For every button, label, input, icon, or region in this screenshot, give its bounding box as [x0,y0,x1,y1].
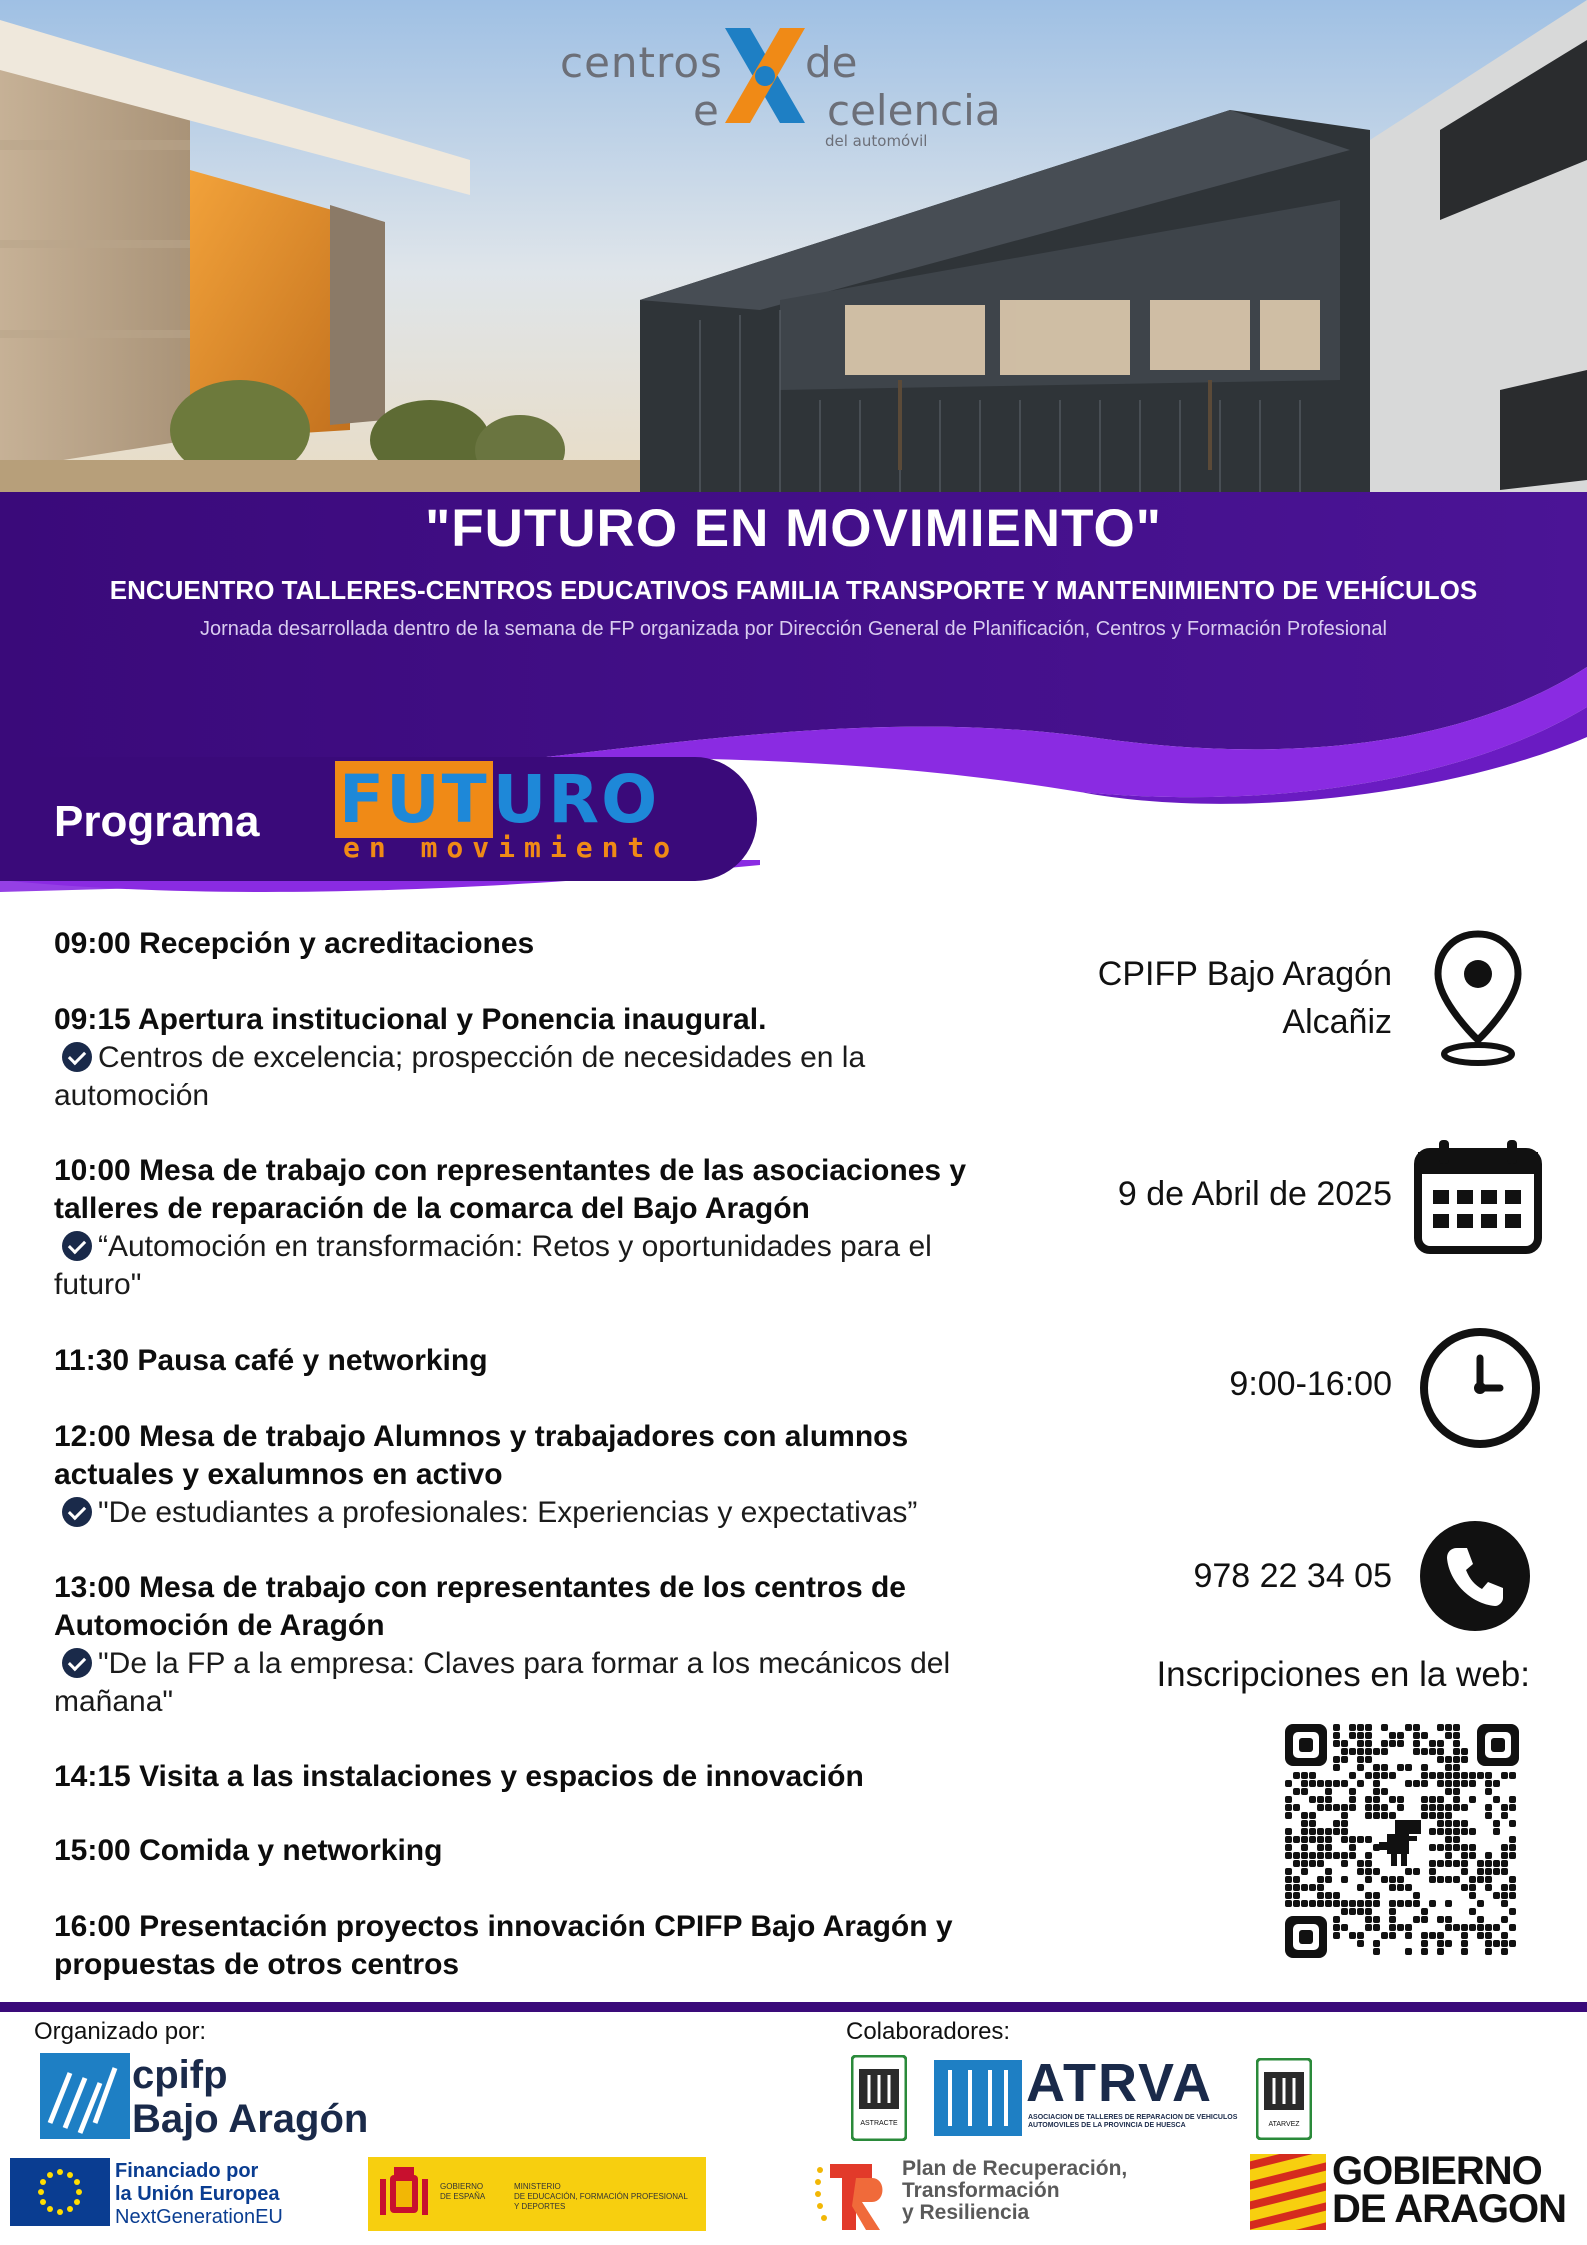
schedule-item-title: 11:30 Pausa café y networking [54,1344,488,1377]
ministerio-line1: MINISTERIO [514,2182,561,2191]
check-circle-icon [62,1042,92,1072]
schedule-item-title: 09:15 Apertura institucional y Ponencia inaugural. [54,1003,767,1036]
cpifp-name: cpifp [132,2053,228,2097]
check-circle-icon [62,1648,92,1678]
prtr-line1: Plan de Recuperación, [902,2157,1128,2180]
ministerio-line3: Y DEPORTES [514,2202,566,2211]
futuro-logo-part-b: URO [492,761,660,838]
gob-aragon-line1: GOBIERNO [1332,2149,1542,2193]
event-time: 9:00-16:00 [1229,1365,1392,1403]
location-name: CPIFP Bajo Aragón [1097,955,1392,993]
schedule-item-detail: “Automoción en transformación: Retos y oportunidades para el futuro" [54,1230,932,1301]
eu-line2: la Unión Europea [115,2183,280,2205]
astracte-logo-icon [851,2055,907,2141]
schedule-item-title: 13:00 Mesa de trabajo con representantes de los centros de Automoción de Aragón [54,1571,906,1642]
schedule-item [54,1418,1014,1532]
gobierno-aragon-text [1332,2149,1566,2231]
gobierno-espana-logo [368,2157,706,2231]
x-logo-icon [720,28,810,123]
cpifp-logo-icon [40,2053,130,2139]
schedule-item-detail: Centros de excelencia; prospección de necesidades en la automoción [54,1041,866,1112]
hero-photo [0,0,1587,495]
registration-web-label: Inscripciones en la web: [1156,1655,1530,1694]
atarvez-logo-icon [1256,2058,1312,2140]
schedule-item [54,1908,1014,1984]
gob-esp-line1: GOBIERNO [440,2182,484,2191]
aragon-flag-icon [1250,2154,1326,2230]
clock-icon [1418,1326,1542,1450]
atrva-subtitle: ASOCIACION DE TALLERES DE REPARACION DE VEHICULOS AUTOMOVILES DE LA PROVINCIA DE HUESCA [1028,2114,1238,2129]
schedule-item-title: 10:00 Mesa de trabajo con representantes de las asociaciones y talleres de reparación de la comarca del Bajo Aragón [54,1154,967,1225]
schedule-item-title: 16:00 Presentación proyectos innovación CPIFP Bajo Aragón y propuestas de otros centros [54,1910,953,1981]
schedule-item [54,1758,1014,1796]
cpifp-location: Bajo Aragón [132,2097,369,2141]
event-subtitle: ENCUENTRO TALLERES-CENTROS EDUCATIVOS FAMILIA TRANSPORTE Y MANTENIMIENTO DE VEHÍCULOS [109,575,1478,605]
check-circle-icon [62,1231,92,1261]
atrva-name: ATRVA [1026,2053,1214,2113]
main-title: "FUTURO EN MOVIMIENTO" [425,499,1162,558]
schedule-item-title: 09:00 Recepción y acreditaciones [54,927,535,960]
footer-divider [0,2002,1587,2012]
logo-word-centros: centros [560,38,723,87]
colaboradores-label: Colaboradores: [846,2018,1011,2045]
gobierno-espana-text [440,2182,485,2202]
logo-word-de: de [805,38,858,87]
organizado-label: Organizado por: [34,2018,207,2045]
location-text [1098,950,1392,1046]
schedule-item [54,925,1014,963]
gob-esp-line2: DE ESPAÑA [440,2192,486,2201]
schedule-item [54,1832,1014,1870]
qr-code[interactable] [1283,1722,1521,1960]
phone-icon [1419,1520,1531,1632]
schedule-item-title: 14:15 Visita a las instalaciones y espacios de innovación [54,1760,864,1793]
eu-line1: Financiado por [115,2160,259,2182]
prtr-line2: Transformación [902,2179,1060,2202]
logo-word-automovil: del automóvil [825,132,928,150]
schedule-item-title: 12:00 Mesa de trabajo Alumnos y trabajadores con alumnos actuales y exalumnos en activo [54,1420,909,1491]
atarvez-label: ATARVEZ [1268,2121,1300,2128]
schedule-item-title: 15:00 Comida y networking [54,1834,443,1867]
schedule-item-detail: "De la FP a la empresa: Claves para formar a los mecánicos del mañana" [54,1647,951,1718]
prtr-logo-icon [812,2158,896,2234]
spain-coat-of-arms-icon [376,2165,432,2223]
logo-word-celencia: celencia [827,86,1001,135]
cpifp-logo-text [132,2053,368,2141]
event-date: 9 de Abril de 2025 [1117,1175,1392,1213]
calendar-icon [1413,1138,1543,1254]
schedule-item-detail: "De estudiantes a profesionales: Experiencias y expectativas” [98,1496,918,1529]
ministerio-text [514,2182,688,2212]
schedule-item [54,1152,1014,1304]
gob-aragon-line2: DE ARAGON [1332,2187,1566,2231]
prtr-line3: y Resiliencia [902,2201,1030,2224]
schedule-item [54,1342,1014,1380]
prtr-text [902,2158,1127,2224]
schedule-item [54,1569,1014,1721]
logo-word-e: e [693,86,719,135]
check-circle-icon [62,1497,92,1527]
programa-label: Programa [54,797,260,846]
atrva-emblem-icon [934,2060,1022,2136]
astracte-label: ASTRACTE [860,2120,898,2127]
eu-line3: NextGenerationEU [115,2206,283,2228]
futuro-logo-part-a: FUT [335,761,493,838]
centros-excelencia-logo [545,28,1015,148]
eu-funding-text [115,2160,283,2229]
futuro-logo-subtitle: en movimiento [343,831,680,864]
map-pin-icon [1432,928,1524,1070]
futuro-en-movimiento-logo [335,761,685,869]
event-tagline: Jornada desarrollada dentro de la semana de FP organizada por Dirección General de Planificación, Centros y Formación Profesional [200,618,1387,640]
schedule-item [54,1001,1014,1115]
location-city: Alcañiz [1282,1003,1392,1041]
eu-flag-icon [10,2158,110,2226]
contact-phone: 978 22 34 05 [1193,1557,1392,1595]
ministerio-line2: DE EDUCACIÓN, FORMACIÓN PROFESIONAL [514,2192,688,2201]
